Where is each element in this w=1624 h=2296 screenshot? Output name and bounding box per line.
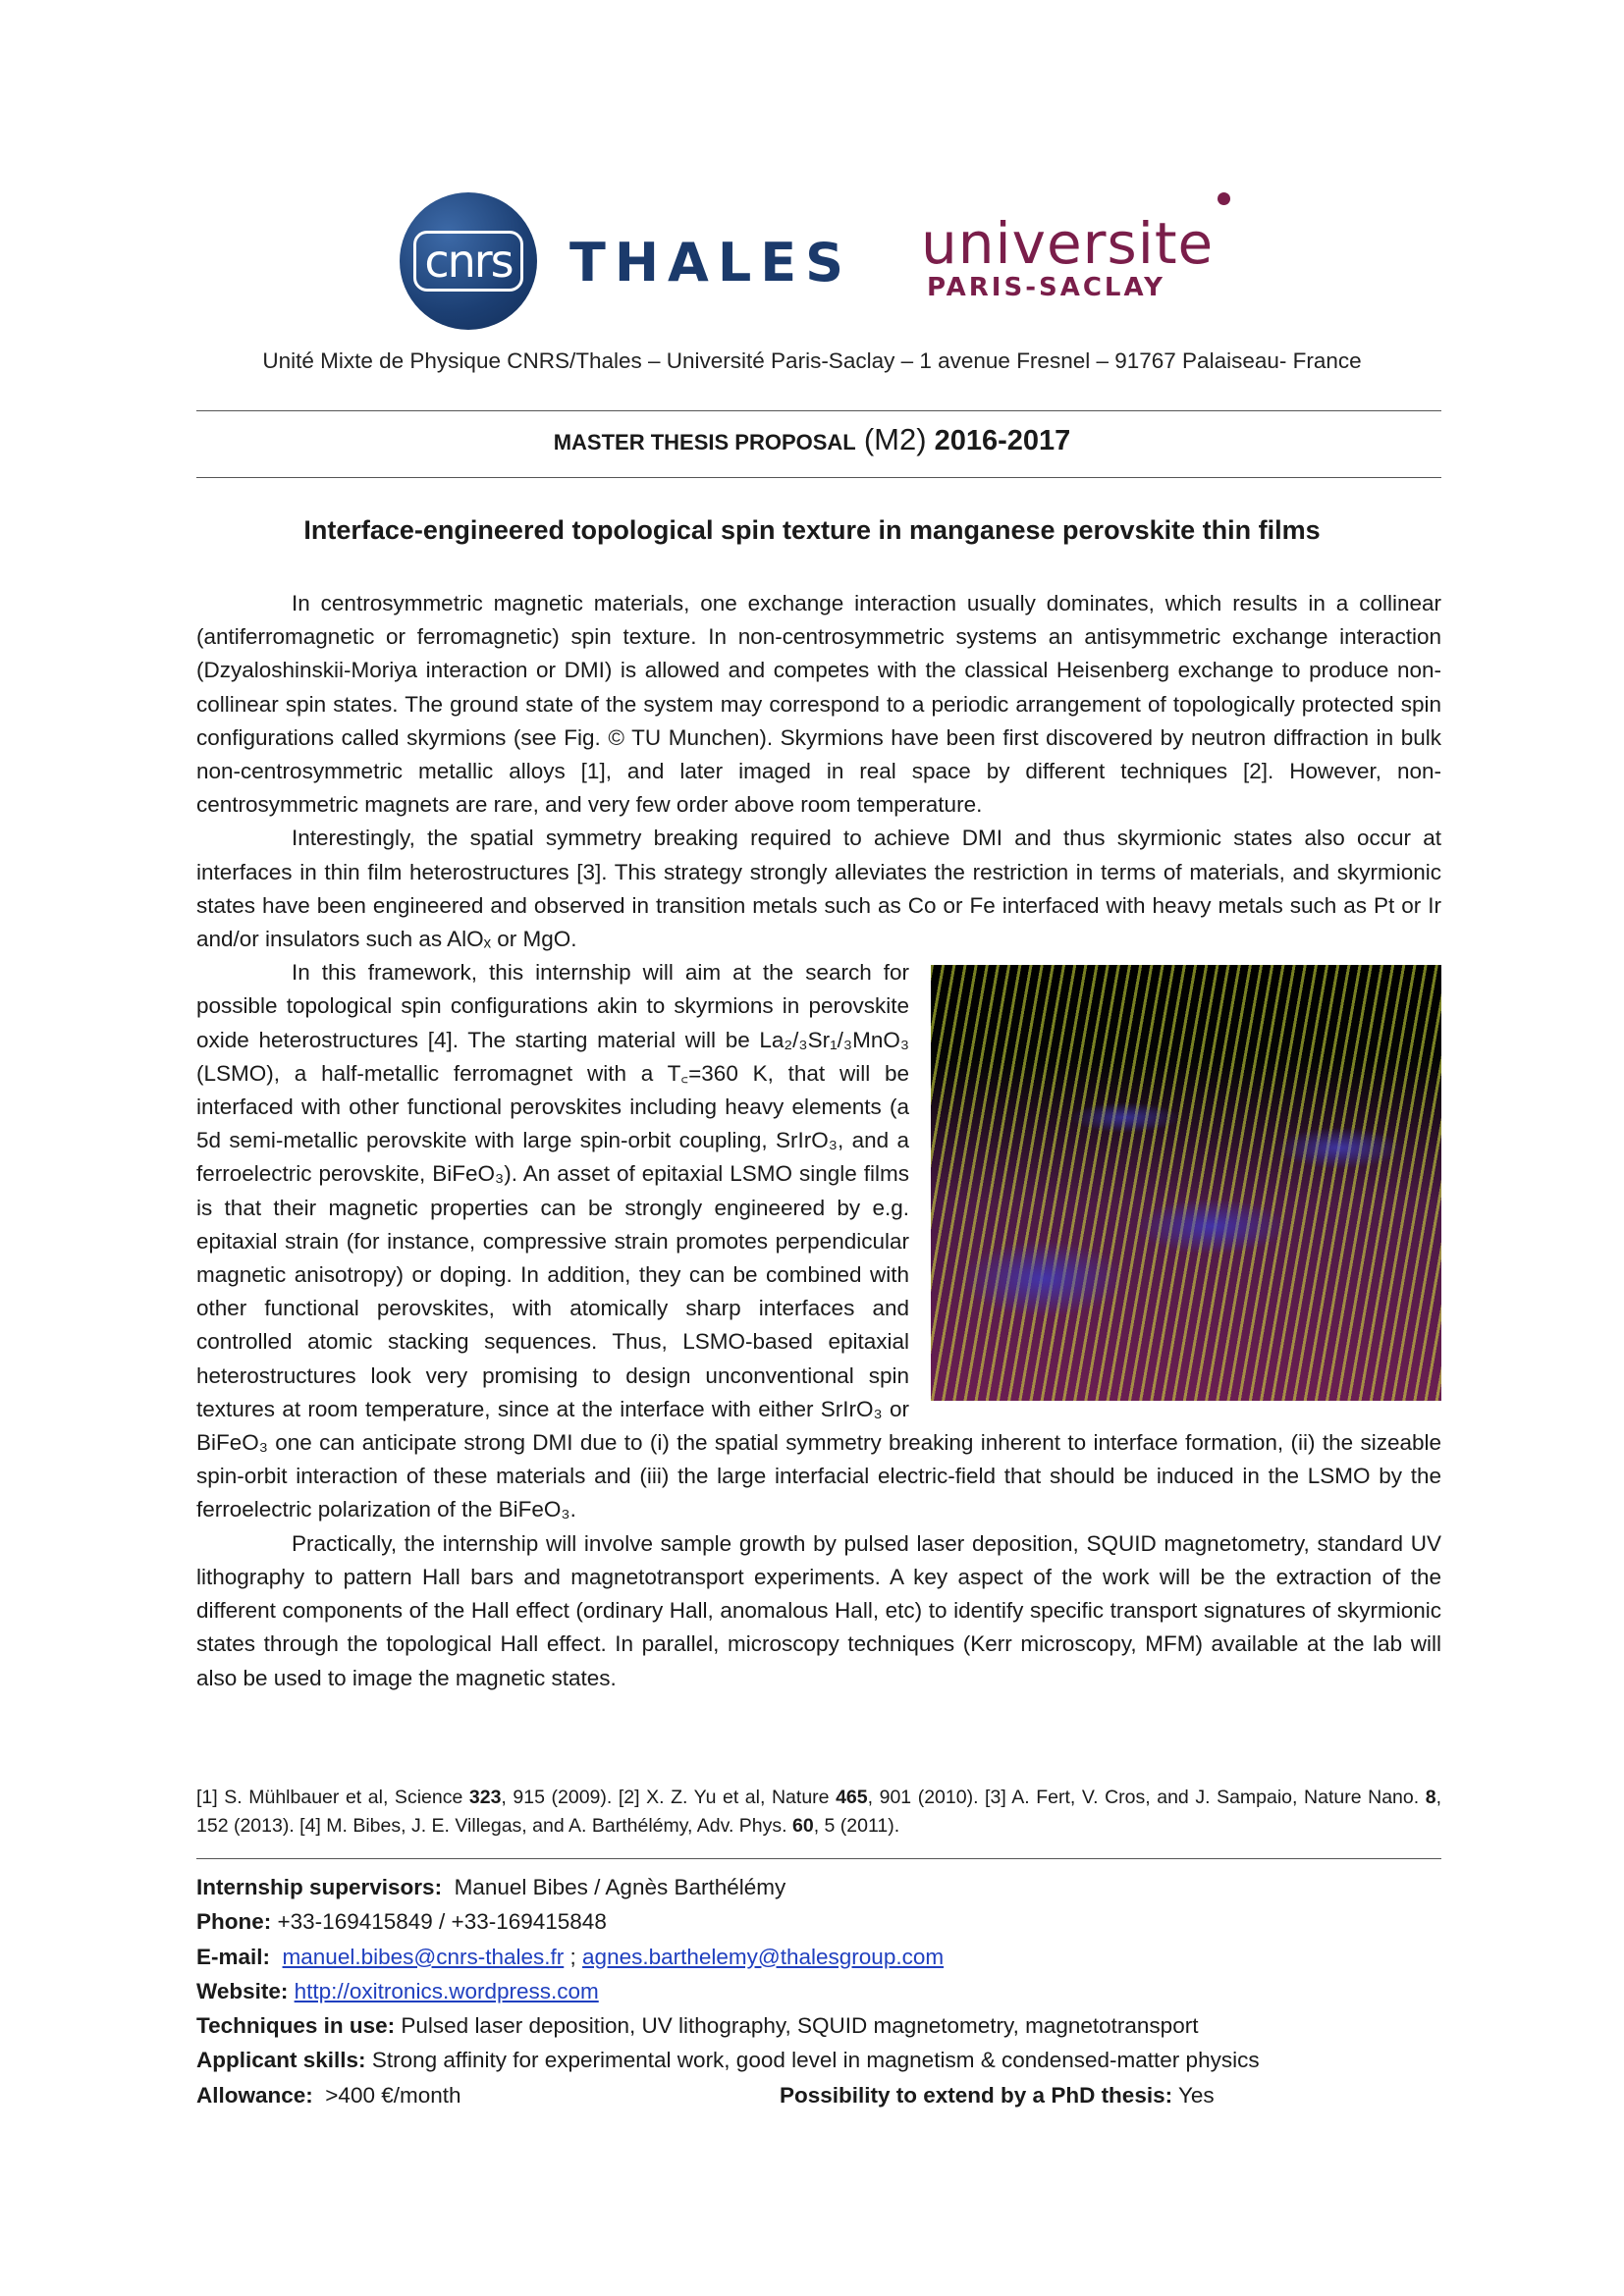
reference-text: [1] S. Mühlbauer et al, Science [196, 1787, 469, 1808]
master-title-year: 2016-2017 [934, 425, 1071, 456]
website-link[interactable]: http://oxitronics.wordpress.com [294, 1978, 599, 2003]
email-label: E-mail: [196, 1944, 271, 1969]
lab-address: Unité Mixte de Physique CNRS/Thales – Université Paris-Saclay – 1 avenue Fresnel – 91767 Palaiseau- France [262, 348, 1362, 373]
reference-text: , 152 (2013). [4] M. Bibes, J. E. Villegas, and A. Barthélémy, Adv. Phys. [196, 1787, 1441, 1837]
paragraph-2: Interestingly, the spatial symmetry breaking required to achieve DMI and thus skyrmionic states also occur at interfaces in thin film heterostructures [3]. This strategy strongly alleviates the restriction in terms of materials, and skyrmionic states have been engineered and observed in transition metals such as Co or Fe interfaced with heavy metals such as Pt or Ir and/or insulators such as AlOₓ or MgO. [196, 826, 1441, 952]
phone-row [196, 1904, 1473, 1939]
paris-saclay-logo: PARIS-SACLAY [927, 273, 1165, 302]
techniques-value: Pulsed laser deposition, UV lithography, SQUID magnetometry, magnetotransport [401, 2013, 1199, 2039]
divider [196, 410, 1441, 411]
paragraph-3: In this framework, this internship will aim at the search for possible topological spin configurations akin to skyrmions in perovskite oxide heterostructures [4]. The starting material will be La₂/₃Sr₁/₃MnO₃ (LSMO), a half-metallic ferromagnet with a T꜀=360 K, that will be interfaced with other functional perovskites including heavy elements (a 5d semi-metallic perovskite with large spin-orbit coupling, SrIrO₃, and a ferroelectric perovskite, BiFeO₃). An asset of epitaxial LSMO single films is that their magnetic properties can be strongly engineered by e.g. epitaxial strain (for instance, compressive strain promotes perpendicular magnetic anisotropy) or doping. In addition, they can be combined with other functional perovskites, with atomically sharp interfaces and controlled atomic stacking sequences. Thus, LSMO-based epitaxial heterostructures look very promising to design unconventional spin textures at room temperature, since at the interface with either SrIrO₃ or BiFeO₃ one can anticipate strong DMI due to (i) the spatial symmetry breaking inherent to interface formation, (ii) the sizeable spin-orbit interaction of these materials and (iii) the large interfacial electric-field that should be induced in the LSMO by the ferroelectric polarization of the BiFeO₃. [196, 960, 1441, 1522]
phd-label: Possibility to extend by a PhD thesis: [780, 2082, 1173, 2108]
cnrs-logo: cnrs [400, 192, 537, 330]
divider [196, 1858, 1441, 1859]
reference-volume: 8 [1425, 1787, 1436, 1808]
allowance-value: >400 €/month [325, 2082, 461, 2108]
reference-volume: 60 [791, 1815, 814, 1837]
master-title-text: MASTER THESIS PROPOSAL [553, 430, 856, 454]
proposal-title: Interface-engineered topological spin texture in manganese perovskite thin films [303, 515, 1321, 545]
universite-logo: universite [921, 210, 1215, 277]
website-label: Website: [196, 1978, 289, 2003]
universite-logo-dot [1218, 192, 1230, 205]
master-title-level: (M2) [863, 422, 927, 456]
supervisors-value: Manuel Bibes / Agnès Barthélémy [454, 1875, 786, 1899]
reference-text: , 5 (2011). [813, 1815, 900, 1837]
reference-text: , 915 (2009). [2] X. Z. Yu et al, Nature [501, 1787, 837, 1808]
references [196, 1784, 1441, 1841]
supervisors-row [196, 1870, 1473, 1904]
phone-value: +33-169415849 / +33-169415848 [277, 1909, 607, 1935]
reference-volume: 323 [468, 1787, 502, 1808]
allowance-label: Allowance: [196, 2082, 313, 2108]
paragraph-1: In centrosymmetric magnetic materials, one exchange interaction usually dominates, which results in a collinear (antiferromagnetic or ferromagnetic) spin texture. In non-centrosymmetric systems an antisymmetric exchange interaction (Dzyaloshinskii-Moriya interaction or DMI) is allowed and competes with the classical Heisenberg exchange to produce non-collinear spin states. The ground state of the system may correspond to a periodic arrangement of topologically protected spin configurations called skyrmions (see Fig. © TU Munchen). Skyrmions have been first discovered by neutron diffraction in bulk non-centrosymmetric metallic alloys [1], and later imaged in real space by different techniques [2]. However, non-centrosymmetric magnets are rare, and very few order above room temperature. [196, 591, 1441, 818]
email-separator: ; [569, 1944, 576, 1969]
skills-value: Strong affinity for experimental work, good level in magnetism & condensed-matter physics [371, 2048, 1260, 2073]
reference-text: , 901 (2010). [3] A. Fert, V. Cros, and J. Sampaio, Nature Nano. [867, 1787, 1426, 1808]
supervisors-label: Internship supervisors: [196, 1875, 443, 1899]
phd-value: Yes [1177, 2082, 1215, 2108]
paragraph-4: Practically, the internship will involve sample growth by pulsed laser deposition, SQUID magnetometry, standard UV lithography to pattern Hall bars and magnetotransport experiments. A key aspect of the work will be the extraction of the different components of the Hall effect (ordinary Hall, anomalous Hall, etc) to identify specific transport signatures of skyrmionic states through the topological Hall effect. In parallel, microscopy techniques (Kerr microscopy, MFM) available at the lab will also be used to image the magnetic states. [196, 1530, 1441, 1690]
email-link-bibes[interactable]: manuel.bibes@cnrs-thales.fr [282, 1944, 565, 1969]
email-link-barthelemy[interactable]: agnes.barthelemy@thalesgroup.com [582, 1944, 945, 1969]
skills-label: Applicant skills: [196, 2048, 366, 2073]
reference-volume: 465 [836, 1787, 868, 1808]
email-row [196, 1940, 1473, 1974]
proposal-body [196, 587, 1441, 1695]
allowance-row [196, 2078, 1473, 2112]
thales-logo: THALES [569, 232, 853, 294]
logo-banner [0, 192, 1624, 330]
techniques-row [196, 2008, 1473, 2043]
master-title [0, 422, 1624, 457]
skyrmion-lattice-image [931, 965, 1441, 1401]
skills-row [196, 2043, 1473, 2077]
phone-label: Phone: [196, 1909, 272, 1935]
divider [196, 477, 1441, 478]
techniques-label: Techniques in use: [196, 2013, 396, 2039]
website-row [196, 1974, 1473, 2008]
phd-extension [780, 2078, 1215, 2112]
internship-info [196, 1870, 1473, 2112]
